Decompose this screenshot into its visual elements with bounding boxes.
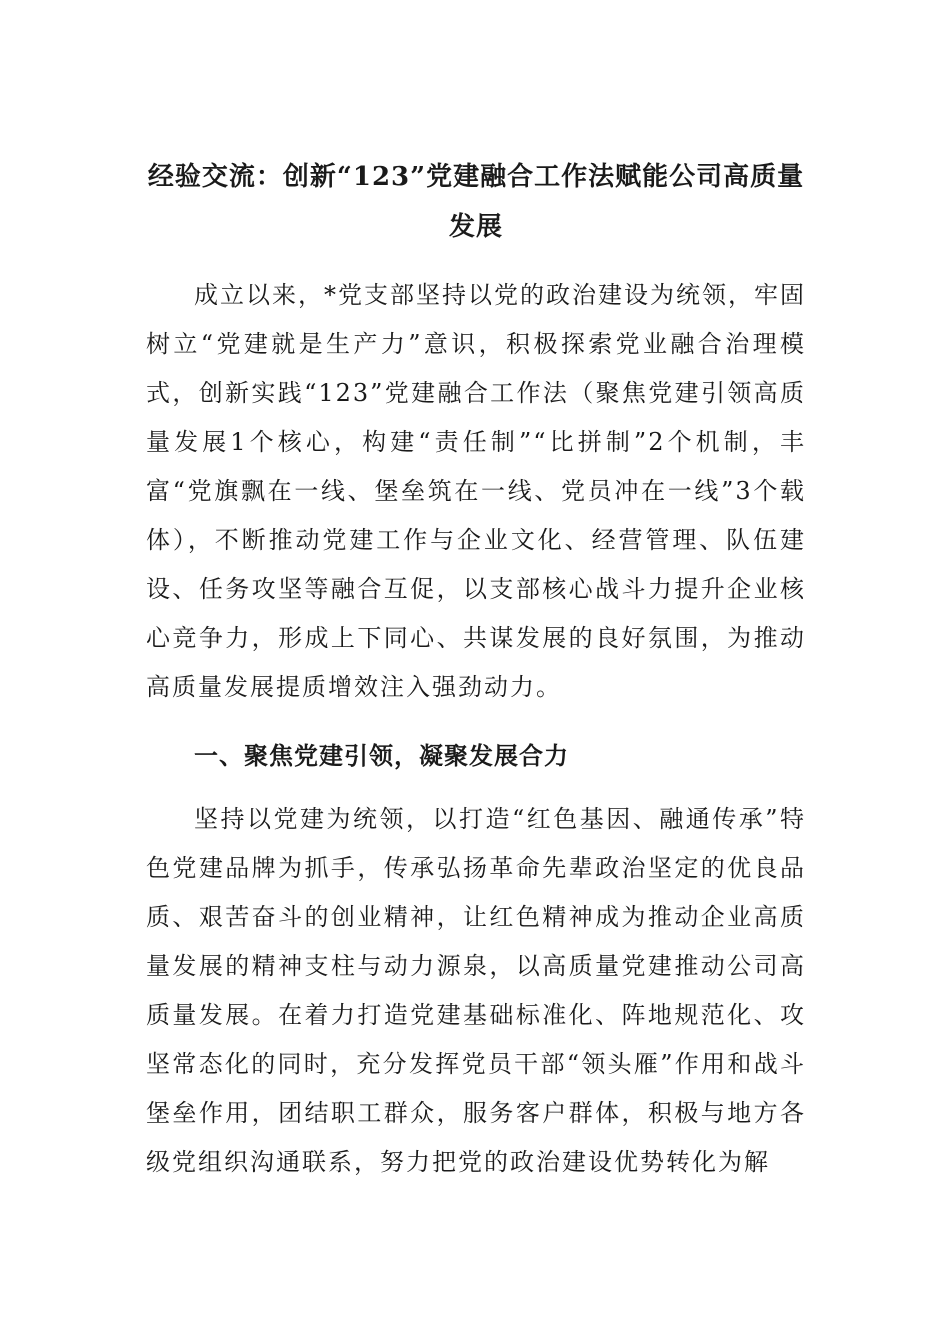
document-body (146, 152, 806, 1187)
document-title: 经验交流：创新“123”党建融合工作法赋能公司高质量发展 (147, 162, 805, 242)
intro-paragraph: 成立以来，*党支部坚持以党的政治建设为统领，牢固树立“党建就是生产力”意识，积极探索党业融合治理模式，创新实践“123”党建融合工作法（聚焦党建引领高质量发展1个核心，构建“责任制”“比拼制”2个机制，丰富“党旗飘在一线、堡垒筑在一线、党员冲在一线”3个载体），不断推动党建工作与企业文化、经营管理、队伍建设、任务攻坚等融合互促，以支部核心战斗力提升企业核心竞争力，形成上下同心、共谋发展的良好氛围，为推动高质量发展提质增效注入强劲动力。 (146, 281, 806, 701)
section-paragraph: 坚持以党建为统领，以打造“红色基因、融通传承”特色党建品牌为抓手，传承弘扬革命先辈政治坚定的优良品质、艰苦奋斗的创业精神，让红色精神成为推动企业高质量发展的精神支柱与动力源泉，以高质量党建推动公司高质量发展。在着力打造党建基础标准化、阵地规范化、攻坚常态化的同时，充分发挥党员干部“领头雁”作用和战斗堡垒作用，团结职工群众，服务客户群体，积极与地方各级党组织沟通联系，努力把党的政治建设优势转化为解 (146, 805, 806, 1176)
section-heading: 一、聚焦党建引领，凝聚发展合力 (194, 742, 569, 770)
